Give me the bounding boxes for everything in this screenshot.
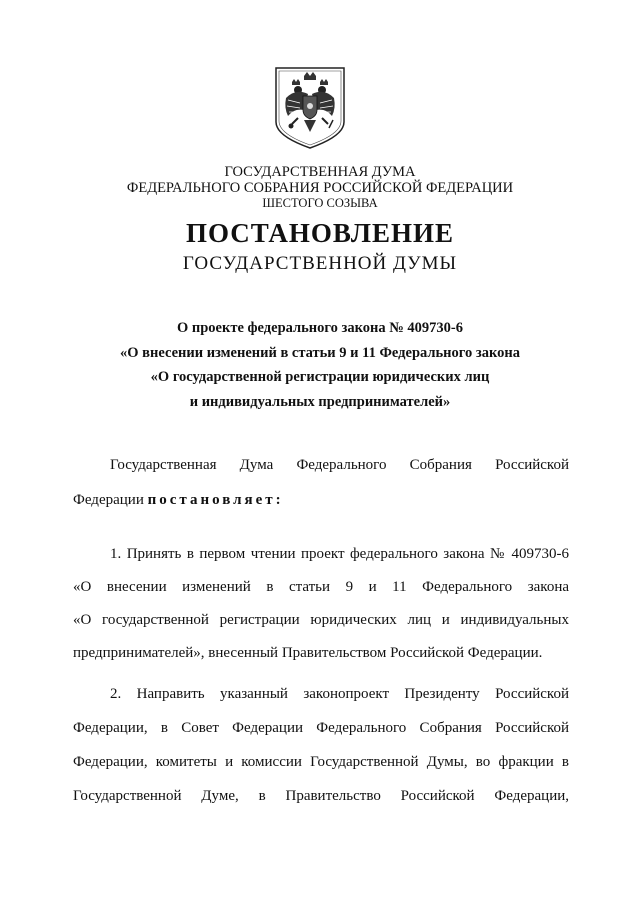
preamble-prefix: Федерации <box>73 492 144 508</box>
paragraph-2-line-4: Государственной Думе, в Правительство Российской Федерации, <box>73 788 569 804</box>
document-type-title: ПОСТАНОВЛЕНИЕ <box>185 218 455 248</box>
paragraph-1-line-3: «О государственной регистрации юридических лиц и индивидуальных <box>73 612 569 628</box>
org-name-line-2: ФЕДЕРАЛЬНОГО СОБРАНИЯ РОССИЙСКОЙ ФЕДЕРАЦИИ <box>126 180 514 196</box>
subject-line-3: «О государственной регистрации юридических лиц <box>150 369 490 385</box>
subject-line-4: и индивидуальных предпринимателей» <box>189 394 451 410</box>
org-name-line-1: ГОСУДАРСТВЕННАЯ ДУМА <box>224 164 416 180</box>
preamble-line-2 <box>73 490 569 510</box>
russian-coat-of-arms-icon <box>274 66 346 150</box>
paragraph-1 <box>73 544 569 663</box>
paragraph-1-line-1: 1. Принять в первом чтении проект федерального закона № 409730-6 <box>110 546 569 562</box>
document-issuer: ГОСУДАРСТВЕННОЙ ДУМЫ <box>182 253 458 274</box>
paragraph-1-line-2: «О внесении изменений в статьи 9 и 11 Федерального закона <box>73 579 569 595</box>
paragraph-2-line-2: Федерации, в Совет Федерации Федерального Собрания Российской <box>73 720 569 736</box>
convocation-line: ШЕСТОГО СОЗЫВА <box>262 196 378 210</box>
paragraph-2 <box>73 684 569 806</box>
paragraph-1-line-4: предпринимателей», внесенный Правительством Российской Федерации. <box>73 645 543 661</box>
paragraph-2-line-1: 2. Направить указанный законопроект Президенту Российской <box>110 686 569 702</box>
paragraph-2-line-3: Федерации, комитеты и комиссии Государственной Думы, во фракции в <box>73 754 569 770</box>
subject-line-1: О проекте федерального закона № 409730-6 <box>176 320 464 336</box>
preamble <box>73 455 569 475</box>
subject-line-2: «О внесении изменений в статьи 9 и 11 Федерального закона <box>120 345 520 361</box>
preamble-line-1: Государственная Дума Федерального Собрания Российской <box>110 457 569 473</box>
resolves-verb: постановляет: <box>147 492 284 508</box>
